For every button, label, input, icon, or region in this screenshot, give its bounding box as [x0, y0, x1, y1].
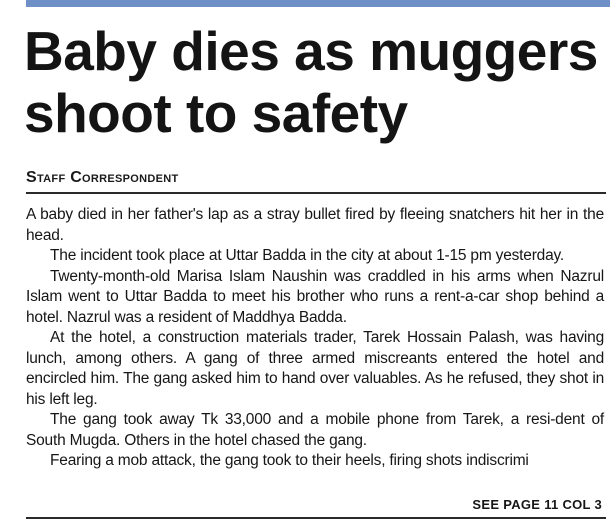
- continuation-jump-line: SEE PAGE 11 COL 3: [472, 497, 602, 512]
- paragraph: A baby died in her father's lap as a stray bullet fired by fleeing snatchers hit her in the head.: [26, 206, 604, 244]
- paragraph: Fearing a mob attack, the gang took to their heels, firing shots indiscrimi: [50, 452, 529, 469]
- paragraph: At the hotel, a construction materials trader, Tarek Hossain Palash, was having lunch, among others. A gang of three armed miscreants entered the hotel and encircled him. The gang asked him to hand over valuables. As he refused, they shot in his left leg.: [26, 329, 604, 408]
- headline: [24, 20, 604, 144]
- byline: Staff Correspondent: [26, 169, 179, 186]
- byline-divider: [26, 192, 606, 194]
- paragraph: The incident took place at Uttar Badda in the city at about 1-15 pm yesterday.: [50, 247, 564, 264]
- headline-line-1: Baby dies as muggers: [24, 20, 598, 82]
- paragraph: The gang took away Tk 33,000 and a mobile phone from Tarek, a resi-dent of South Mugda. Others in the hotel chased the gang.: [26, 411, 604, 449]
- article-body: [26, 205, 604, 472]
- top-color-rule: [26, 0, 610, 7]
- headline-line-2: shoot to safety: [24, 82, 408, 144]
- paragraph: Twenty-month-old Marisa Islam Naushin was craddled in his arms when Nazrul Islam went to Uttar Badda to meet his brother who runs a rent-a-car shop behind a hotel. Nazrul was a resident of Maddhya Badda.: [26, 267, 604, 326]
- bottom-divider: [26, 517, 606, 519]
